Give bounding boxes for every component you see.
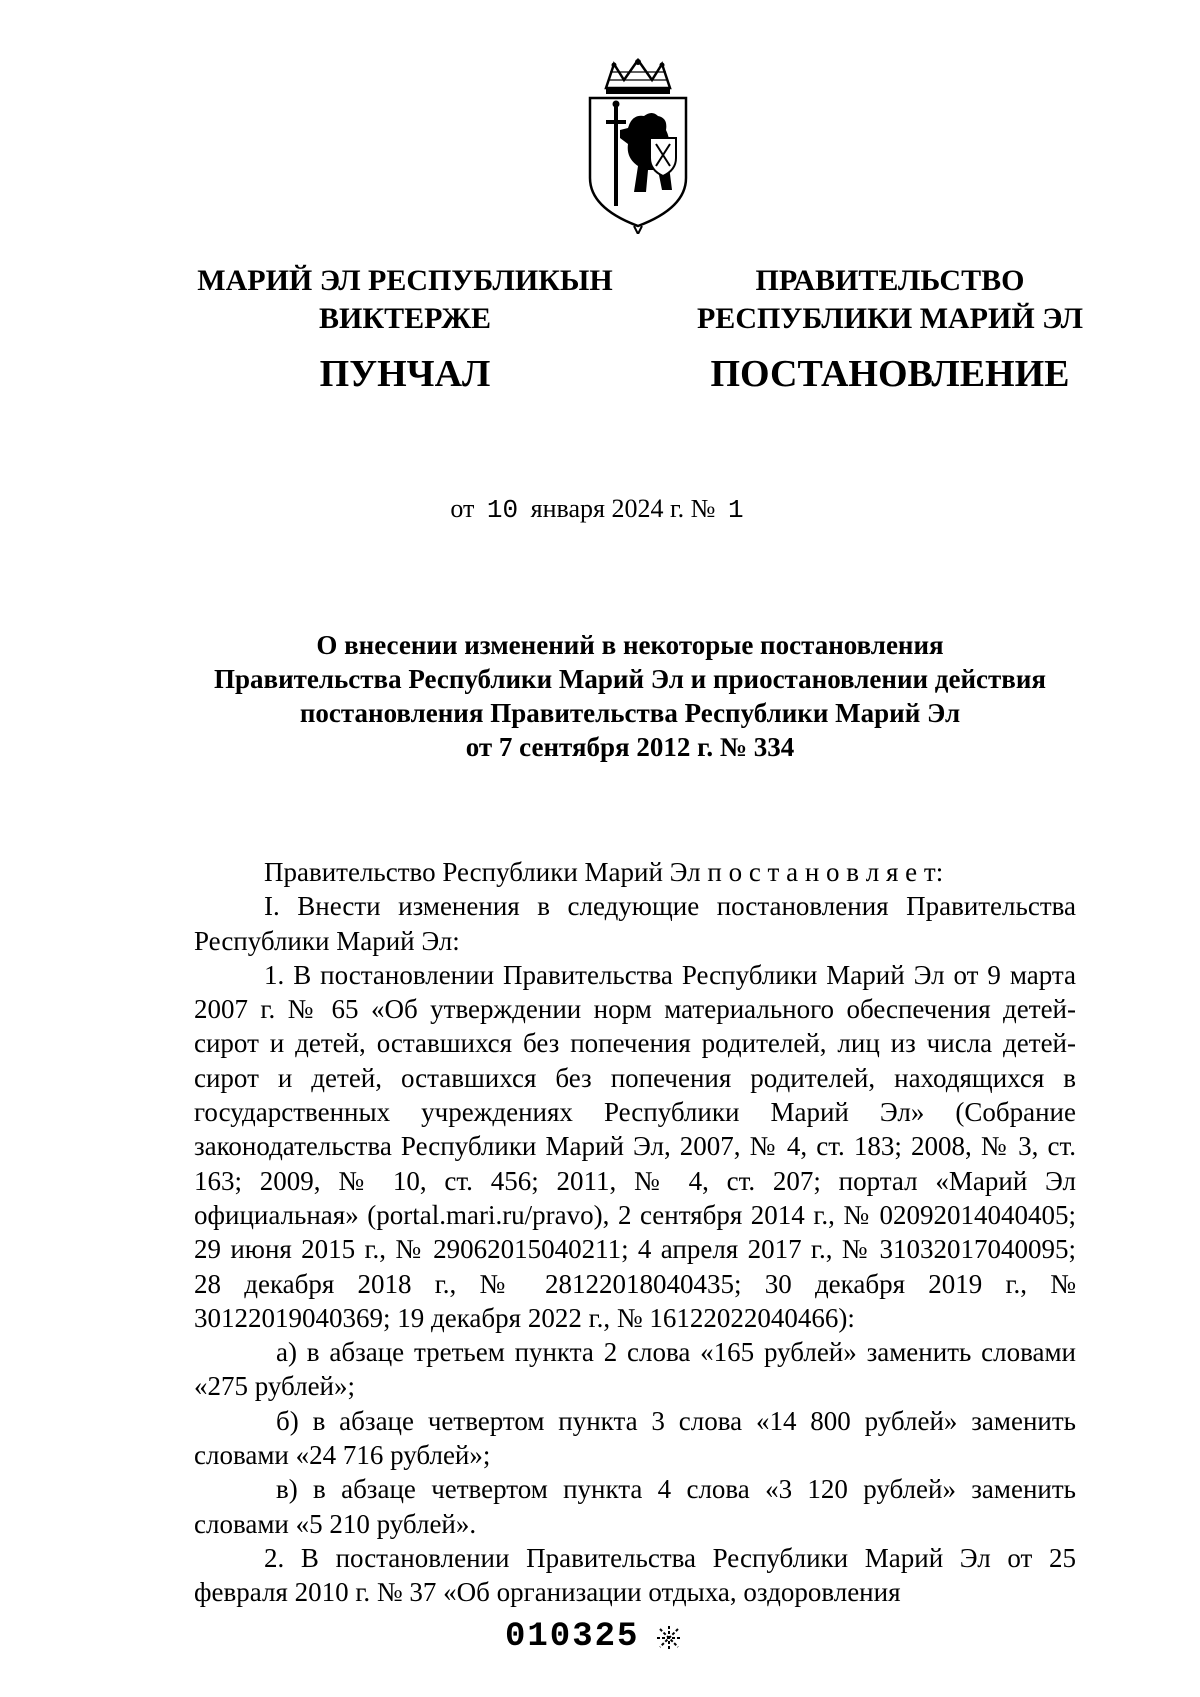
document-date — [0, 494, 1200, 525]
subject-line2: Правительства Республики Марий Эл и приостановлении действия — [213, 664, 1047, 694]
header-mari-title: ПУНЧАЛ — [319, 353, 491, 395]
coat-of-arms-mari-el-icon — [584, 58, 692, 234]
date-day: 10 — [486, 495, 519, 525]
body-paragraph: Правительство Республики Марий Эл п о с т а н о в л я е т: — [264, 857, 944, 887]
subject-line1: О внесении изменений в некоторые постановления — [316, 630, 944, 660]
subject-line3: постановления Правительства Республики Марий Эл — [299, 698, 961, 728]
body-paragraph: 2. В постановлении Правительства Республики Марий Эл от 25 февраля 2010 г. № 37 «Об организации отдыха, оздоровления — [194, 1542, 1076, 1608]
date-month-year: января 2024 г. № — [530, 494, 716, 523]
header-mari — [180, 262, 630, 398]
form-serial-number: 010325 — [505, 1618, 640, 1656]
header-russian-line1: ПРАВИТЕЛЬСТВО — [755, 264, 1025, 297]
document-body — [194, 855, 1076, 1610]
asterisk-mark-icon — [655, 1624, 683, 1652]
document-number: 1 — [727, 495, 744, 525]
body-paragraph: I. Внести изменения в следующие постановления Правительства Республики Марий Эл: — [194, 891, 1076, 956]
date-prefix: от — [450, 494, 475, 523]
header-mari-line2: ВИКТЕРЖЕ — [318, 302, 492, 335]
subject-line4: от 7 сентября 2012 г. № 334 — [465, 732, 795, 762]
body-paragraph: 1. В постановлении Правительства Республики Марий Эл от 9 марта 2007 г. № 65 «Об утверждении норм материального обеспечения детей-сирот и детей, оставшихся без попечения родителей, лиц из числа детей-сирот и детей, оставшихся без попечения родителей, находящихся в государственных учреждениях Республики Марий Эл» (Собрание законодательства Республики Марий Эл, 2007, № 4, ст. 183; 2008, № 3, ст. 163; 2009, № 10, ст. 456; 2011, № 4, ст. 207; портал «Марий Эл официальная» (portal.mari.ru/pravo), 2 сентября 2014 г., № 02092014040405; 29 июня 2015 г., № 29062015040211; 4 апреля 2017 г., № 31032017040095; 28 декабря 2018 г., № 28122018040435; 30 декабря 2019 г., № 30122019040369; 19 декабря 2022 г., № 16122022040466): — [194, 959, 1076, 1333]
header-russian-line2: РЕСПУБЛИКИ МАРИЙ ЭЛ — [696, 302, 1083, 335]
header-russian-title: ПОСТАНОВЛЕНИЕ — [710, 353, 1070, 395]
body-paragraph: б) в абзаце четвертом пункта 3 слова «14 800 рублей» заменить словами «24 716 рублей»; — [194, 1405, 1076, 1471]
body-paragraph: в) в абзаце четвертом пункта 4 слова «3 120 рублей» заменить словами «5 210 рублей». — [194, 1474, 1076, 1539]
body-paragraph: а) в абзаце третьем пункта 2 слова «165 рублей» заменить словами «275 рублей»; — [194, 1337, 1076, 1402]
header-russian — [680, 262, 1100, 398]
document-subject — [160, 628, 1100, 764]
header-mari-line1: МАРИЙ ЭЛ РЕСПУБЛИКЫН — [197, 264, 613, 297]
